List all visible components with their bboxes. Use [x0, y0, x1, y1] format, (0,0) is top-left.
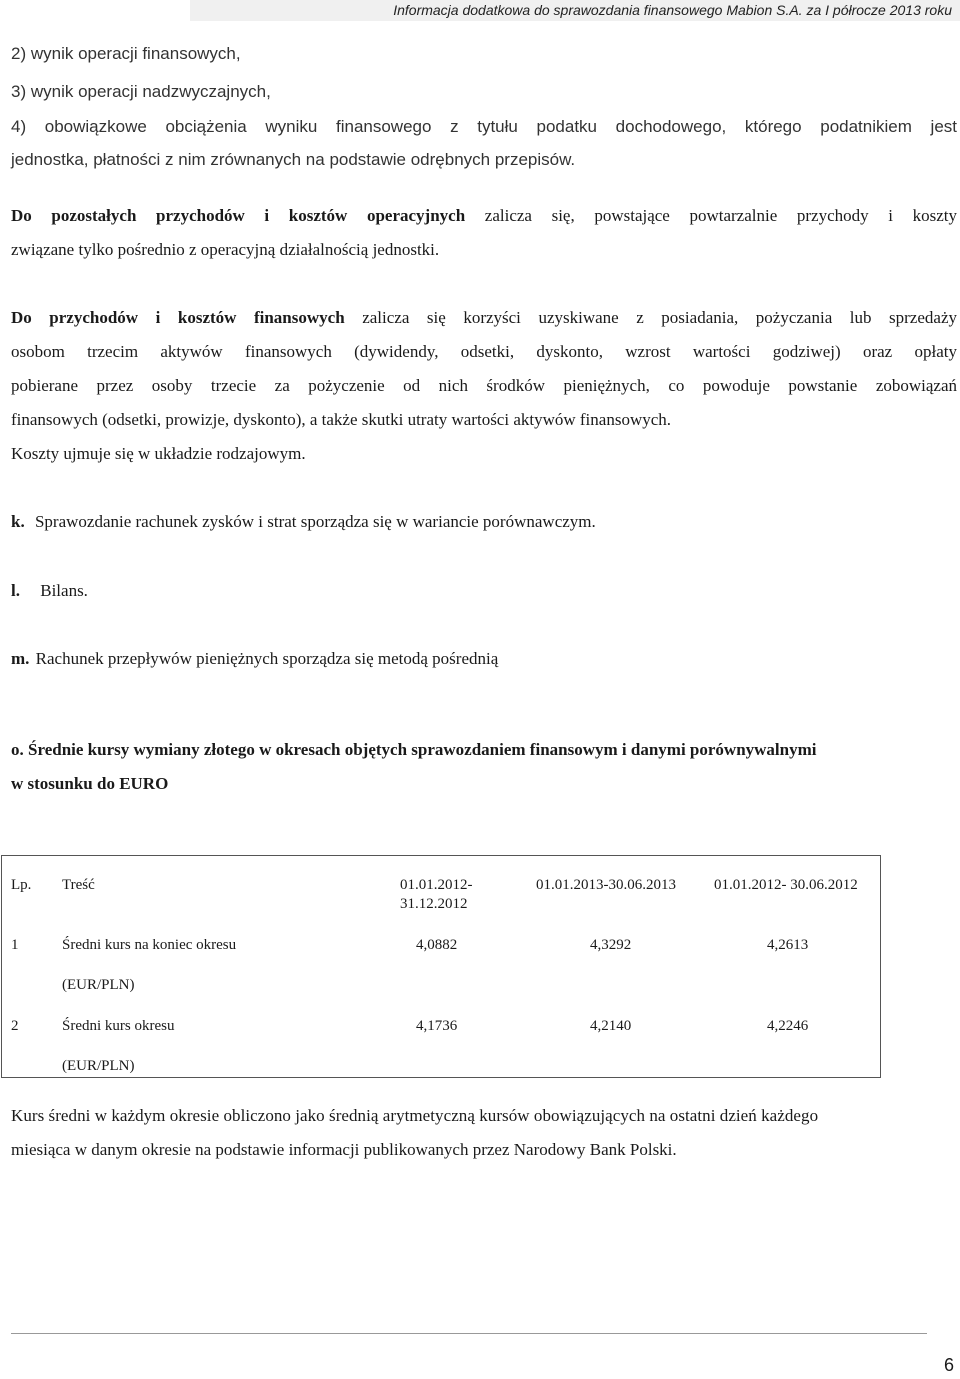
para-fin-line5: Koszty ujmuje się w układzie rodzajowym.: [11, 444, 306, 463]
row2-value3: 4,2246: [767, 1018, 809, 1034]
row1-value2: 4,3292: [590, 937, 632, 953]
para-fin-bold: Do przychodów i kosztów finansowych: [11, 308, 345, 327]
row2-label: Średni kurs okresu: [62, 1018, 175, 1034]
closing-line2: miesiąca w danym okresie na podstawie informacji publikowanych przez Narodowy Bank Polski.: [11, 1140, 677, 1159]
header-period1-line2: 31.12.2012: [400, 896, 468, 912]
row1-unit: (EUR/PLN): [62, 977, 135, 993]
list-item-4-line1: 4) obowiązkowe obciążenia wyniku finansowego z tytułu podatku dochodowego, którego podatnikiem jest: [11, 117, 957, 136]
section-k-letter: k.: [11, 512, 25, 531]
section-m: [11, 649, 498, 669]
list-item-4-line2: jednostka, płatności z nim zrównanych na podstawie odrębnych przepisów.: [11, 150, 576, 169]
para-other-line2: związane tylko pośrednio z operacyjną działalnością jednostki.: [11, 240, 440, 259]
para-other-bold: Do pozostałych przychodów i kosztów operacyjnych: [11, 206, 466, 225]
para-fin-line4: finansowych (odsetki, prowizje, dyskonto), a także skutki utraty wartości aktywów finansowych.: [11, 410, 672, 429]
section-k: [11, 512, 596, 532]
row1-lp: 1: [11, 937, 19, 953]
page-number: 6: [943, 1355, 954, 1375]
row1-value1: 4,0882: [416, 937, 458, 953]
para-other-line1: [11, 206, 957, 226]
row2-value2: 4,2140: [590, 1018, 632, 1034]
row2-unit: (EUR/PLN): [62, 1058, 135, 1074]
para-fin-line2: osobom trzecim aktywów finansowych (dywidendy, odsetki, dyskonto, wzrost wartości godziwej) oraz opłaty: [11, 342, 957, 361]
section-l-text: Bilans.: [40, 581, 88, 600]
list-item-2: 2) wynik operacji finansowych,: [11, 44, 241, 63]
section-o-line1: o. Średnie kursy wymiany złotego w okresach objętych sprawozdaniem finansowym i danymi porównywalnymi: [11, 740, 817, 759]
section-o-line2: w stosunku do EURO: [11, 774, 169, 793]
para-fin-line1: [11, 308, 957, 328]
section-l: [11, 581, 88, 601]
row1-value3: 4,2613: [767, 937, 809, 953]
para-fin-line3: pobierane przez osoby trzecie za pożyczenie od nich środków pieniężnych, co powoduje powstanie zobowiązań: [11, 376, 957, 395]
header-period3: 01.01.2012- 30.06.2012: [714, 877, 858, 893]
section-k-text: Sprawozdanie rachunek zysków i strat sporządza się w wariancie porównawczym.: [34, 512, 596, 531]
section-m-letter: m.: [11, 649, 30, 668]
para-fin-line1-rest: zalicza się korzyści uzyskiwane z posiadania, pożyczania lub sprzedaży: [344, 308, 957, 327]
header-tresc: Treść: [62, 877, 95, 893]
list-item-3: 3) wynik operacji nadzwyczajnych,: [11, 82, 271, 101]
header-period1-line1: 01.01.2012-: [400, 877, 473, 893]
footer-divider: [11, 1333, 927, 1334]
header-lp: Lp.: [11, 877, 32, 893]
closing-line1: Kurs średni w każdym okresie obliczono jako średnią arytmetyczną kursów obowiązujących na ostatni dzień każdego: [11, 1106, 819, 1125]
section-m-text: Rachunek przepływów pieniężnych sporządza się metodą pośrednią: [35, 649, 499, 668]
section-l-letter: l.: [11, 581, 20, 600]
row2-lp: 2: [11, 1018, 19, 1034]
row2-value1: 4,1736: [416, 1018, 458, 1034]
header-period2: 01.01.2013-30.06.2013: [536, 877, 676, 893]
row1-label: Średni kurs na koniec okresu: [62, 937, 237, 953]
para-other-line1-rest: zalicza się, powstające powtarzalnie przychody i koszty: [465, 206, 957, 225]
page-header: Informacja dodatkowa do sprawozdania finansowego Mabion S.A. za I półrocze 2013 roku: [190, 0, 960, 21]
